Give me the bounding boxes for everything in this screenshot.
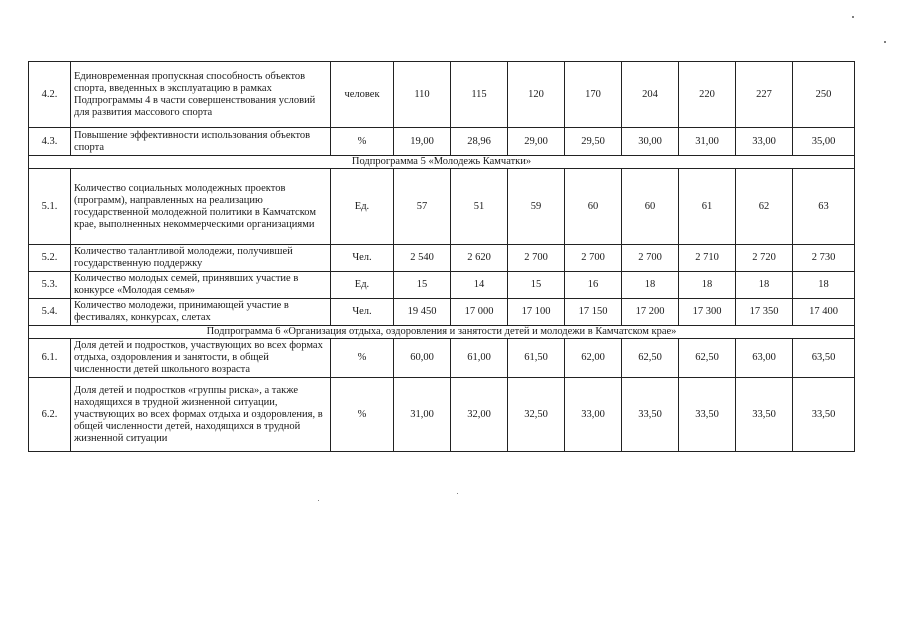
unit-of-measure: Чел. <box>331 245 394 272</box>
indicator-value: 60 <box>565 169 622 245</box>
indicator-value: 17 200 <box>622 299 679 326</box>
indicator-value: 61,50 <box>508 339 565 378</box>
indicator-value: 31,00 <box>679 128 736 156</box>
indicator-value: 29,50 <box>565 128 622 156</box>
indicator-value: 204 <box>622 62 679 128</box>
indicator-value: 18 <box>622 272 679 299</box>
indicator-value: 2 700 <box>565 245 622 272</box>
indicator-value: 51 <box>451 169 508 245</box>
row-number: 5.1. <box>29 169 71 245</box>
indicator-value: 59 <box>508 169 565 245</box>
indicator-value: 2 540 <box>394 245 451 272</box>
indicator-value: 62,50 <box>679 339 736 378</box>
row-number: 5.2. <box>29 245 71 272</box>
indicator-value: 17 100 <box>508 299 565 326</box>
indicator-value: 2 710 <box>679 245 736 272</box>
unit-of-measure: % <box>331 378 394 452</box>
unit-of-measure: человек <box>331 62 394 128</box>
section-header-row <box>29 326 855 339</box>
indicator-value: 33,00 <box>565 378 622 452</box>
row-number: 4.3. <box>29 128 71 156</box>
indicator-value: 33,50 <box>736 378 793 452</box>
indicator-value: 18 <box>736 272 793 299</box>
indicator-value: 14 <box>451 272 508 299</box>
indicator-value: 18 <box>679 272 736 299</box>
indicator-value: 18 <box>793 272 855 299</box>
indicators-table <box>28 61 855 452</box>
row-number: 4.2. <box>29 62 71 128</box>
indicator-value: 33,50 <box>622 378 679 452</box>
indicator-value: 61,00 <box>451 339 508 378</box>
indicators-table-body <box>29 62 855 452</box>
table-row <box>29 339 855 378</box>
table-row <box>29 169 855 245</box>
indicator-value: 63,50 <box>793 339 855 378</box>
row-number: 6.1. <box>29 339 71 378</box>
indicator-value: 33,50 <box>793 378 855 452</box>
indicator-value: 17 000 <box>451 299 508 326</box>
indicator-value: 16 <box>565 272 622 299</box>
scan-speck <box>884 41 886 43</box>
indicator-value: 31,00 <box>394 378 451 452</box>
unit-of-measure: Ед. <box>331 272 394 299</box>
section-header-row <box>29 156 855 169</box>
table-row <box>29 272 855 299</box>
scan-speck <box>318 500 319 501</box>
indicator-value: 15 <box>508 272 565 299</box>
row-number: 5.4. <box>29 299 71 326</box>
indicator-value: 19,00 <box>394 128 451 156</box>
indicator-value: 115 <box>451 62 508 128</box>
unit-of-measure: Ед. <box>331 169 394 245</box>
indicator-value: 250 <box>793 62 855 128</box>
table-row <box>29 128 855 156</box>
indicator-value: 2 720 <box>736 245 793 272</box>
indicator-name: Повышение эффективности использования объектов спорта <box>71 128 331 156</box>
indicator-value: 17 300 <box>679 299 736 326</box>
row-number: 6.2. <box>29 378 71 452</box>
indicator-value: 33,50 <box>679 378 736 452</box>
indicator-name: Количество молодежи, принимающей участие в фестивалях, конкурсах, слетах <box>71 299 331 326</box>
indicator-value: 30,00 <box>622 128 679 156</box>
indicator-value: 60 <box>622 169 679 245</box>
section-title: Подпрограмма 5 «Молодежь Камчатки» <box>29 156 855 169</box>
unit-of-measure: % <box>331 339 394 378</box>
indicator-value: 61 <box>679 169 736 245</box>
indicator-value: 57 <box>394 169 451 245</box>
indicator-value: 227 <box>736 62 793 128</box>
table-row <box>29 62 855 128</box>
indicator-value: 33,00 <box>736 128 793 156</box>
indicator-value: 32,50 <box>508 378 565 452</box>
indicator-value: 35,00 <box>793 128 855 156</box>
table-row <box>29 245 855 272</box>
indicator-value: 63,00 <box>736 339 793 378</box>
indicators-table-sheet <box>28 61 854 452</box>
indicator-value: 120 <box>508 62 565 128</box>
unit-of-measure: % <box>331 128 394 156</box>
scan-speck <box>457 493 458 494</box>
indicator-value: 62,00 <box>565 339 622 378</box>
indicator-value: 63 <box>793 169 855 245</box>
indicator-name: Количество талантливой молодежи, получившей государственную поддержку <box>71 245 331 272</box>
indicator-value: 15 <box>394 272 451 299</box>
indicator-name: Доля детей и подростков, участвующих во всех формах отдыха, оздоровления и занятости, в общей численности детей школьного возраста <box>71 339 331 378</box>
indicator-value: 220 <box>679 62 736 128</box>
indicator-value: 2 620 <box>451 245 508 272</box>
row-number: 5.3. <box>29 272 71 299</box>
indicator-value: 17 150 <box>565 299 622 326</box>
unit-of-measure: Чел. <box>331 299 394 326</box>
indicator-value: 2 700 <box>508 245 565 272</box>
indicator-name: Количество социальных молодежных проектов (программ), направленных на реализацию государственной молодежной политики в Камчатском крае, выполненных некоммерческими организациями <box>71 169 331 245</box>
indicator-value: 19 450 <box>394 299 451 326</box>
indicator-value: 17 400 <box>793 299 855 326</box>
section-title: Подпрограмма 6 «Организация отдыха, оздоровления и занятости детей и молодежи в Камчатском крае» <box>29 326 855 339</box>
indicator-value: 2 730 <box>793 245 855 272</box>
indicator-value: 32,00 <box>451 378 508 452</box>
scan-speck <box>852 16 854 18</box>
indicator-name: Количество молодых семей, принявших участие в конкурсе «Молодая семья» <box>71 272 331 299</box>
indicator-value: 62,50 <box>622 339 679 378</box>
indicator-name: Доля детей и подростков «группы риска», а также находящихся в трудной жизненной ситуации, участвующих во всех формах отдыха и оздоровления, в общей численности детей, находящихся в трудной жизненной ситуации <box>71 378 331 452</box>
indicator-value: 29,00 <box>508 128 565 156</box>
indicator-value: 17 350 <box>736 299 793 326</box>
indicator-value: 62 <box>736 169 793 245</box>
indicator-value: 2 700 <box>622 245 679 272</box>
indicator-value: 60,00 <box>394 339 451 378</box>
indicator-value: 110 <box>394 62 451 128</box>
indicator-value: 28,96 <box>451 128 508 156</box>
indicator-name: Единовременная пропускная способность объектов спорта, введенных в эксплуатацию в рамках Подпрограммы 4 в части совершенствования условий для развития массового спорта <box>71 62 331 128</box>
table-row <box>29 378 855 452</box>
indicator-value: 170 <box>565 62 622 128</box>
table-row <box>29 299 855 326</box>
